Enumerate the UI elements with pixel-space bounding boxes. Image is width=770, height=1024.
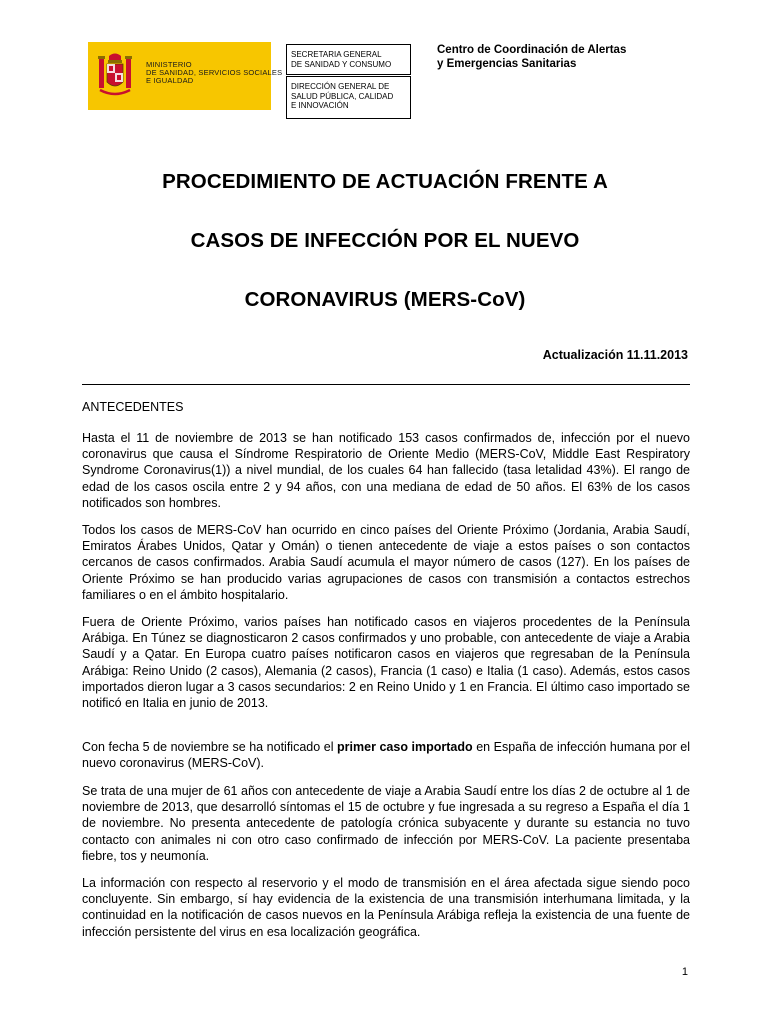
document-title-line-1: PROCEDIMIENTO DE ACTUACIÓN FRENTE A [162,170,608,193]
paragraph-4-text-b: en España de infección humana por el nuevo coronavirus (MERS-CoV). [82,740,690,771]
ministry-name [146,61,282,85]
direccion-line-1: DIRECCIÓN GENERAL DE [291,82,390,91]
direccion-line-2: SALUD PÚBLICA, CALIDAD [291,91,394,101]
paragraph-4-text-a: Con fecha 5 de noviembre se ha notificado el [82,740,338,754]
ministry-line-3: E IGUALDAD [146,76,194,85]
centro-line-2: y Emergencias Sanitarias [437,58,577,70]
paragraph-6: La información con respecto al reservorio y el modo de transmisión en el área afectada sigue siendo poco concluyente. Sin embargo, sí hay evidencia de la existencia de una transmisión interhumana limitada, y la continuidad en la notificación de casos nuevos en la Península Arábiga refleja la existencia de una fuente de infección persistente del virus en esa localización geográfica. [82,876,690,939]
ministry-line-2: DE SANIDAD, SERVICIOS SOCIALES [146,68,283,77]
centro-line-1: Centro de Coordinación de Alertas [437,44,627,56]
update-date: Actualización 11.11.2013 [542,348,688,362]
paragraph-2: Todos los casos de MERS-CoV han ocurrido en cinco países del Oriente Próximo (Jordania, Arabia Saudí, Emiratos Árabes Unidos, Qatar y Omán) o tienen antecedente de viaje a estos países o son contactos cercanos de casos confirmados. Arabia Saudí acumula el mayor número de casos (127). En los países de Oriente Próximo se han producido varias agrupaciones de casos con transmisión a contactos estrechos familiares o en el ámbito hospitalario. [82,523,690,602]
section-heading: ANTECEDENTES [82,400,184,414]
ministry-logo [88,42,283,110]
secretaria-line-2: DE SANIDAD Y CONSUMO [291,59,392,69]
paragraph-3: Fuera de Oriente Próximo, varios países han notificado casos en viajeros procedentes de la Península Arábiga. En Túnez se diagnosticaron 2 casos confirmados y uno probable, con antecedente de viaje a Arabia Saudí y a Qatar. En Europa cuatro países notificaron casos en viajeros que regresaban de la Península Arábiga: Reino Unido (2 casos), Alemania (2 casos), Francia (1 caso) e Italia (1 caso). Además, estos casos importados dieron lugar a 3 casos secundarios: 2 en Reino Unido y 1 en Francia. El último caso importado se notificó en Italia en junio de 2013. [82,615,690,711]
secretaria-line-1: SECRETARIA GENERAL [291,50,382,59]
centro-coordinacion [437,43,626,71]
page-number: 1 [681,966,688,978]
paragraph-1: Hasta el 11 de noviembre de 2013 se han notificado 153 casos confirmados de, infección por el nuevo coronavirus que causa el Síndrome Respiratorio de Oriente Medio (MERS-CoV, Middle East Respiratory Syndrome Coronavirus(1)) a nivel mundial, de los cuales 64 han fallecido (tasa letalidad 43%). El rango de edad de los casos oscila entre 2 y 94 años, con una mediana de edad de 50 años. El 63% de los casos notificados son hombres. [82,431,690,510]
direccion-box [286,76,411,119]
paragraph-4 [82,739,690,771]
document-title-line-3: CORONAVIRUS (MERS-CoV) [244,288,526,311]
document-title-line-2: CASOS DE INFECCIÓN POR EL NUEVO [190,229,580,252]
paragraph-4-bold: primer caso importado [337,740,473,754]
divider [82,384,690,385]
paragraph-5: Se trata de una mujer de 61 años con antecedente de viaje a Arabia Saudí entre los días 2 de octubre al 1 de noviembre de 2013, que desarrolló síntomas el 15 de octubre y fue ingresada a su regreso a España el día 1 de noviembre. No presenta antecedente de patología crónica subyacente y durante su estancia no tuvo contacto con animales ni con otro caso confirmado de infección por MERS-CoV. La paciente presentaba fiebre, tos y neumonía. [82,784,690,863]
ministry-line-1: MINISTERIO [146,60,192,69]
direccion-line-3: E INNOVACIÓN [291,101,349,110]
secretaria-box [286,44,411,75]
coat-of-arms-icon [96,52,134,100]
